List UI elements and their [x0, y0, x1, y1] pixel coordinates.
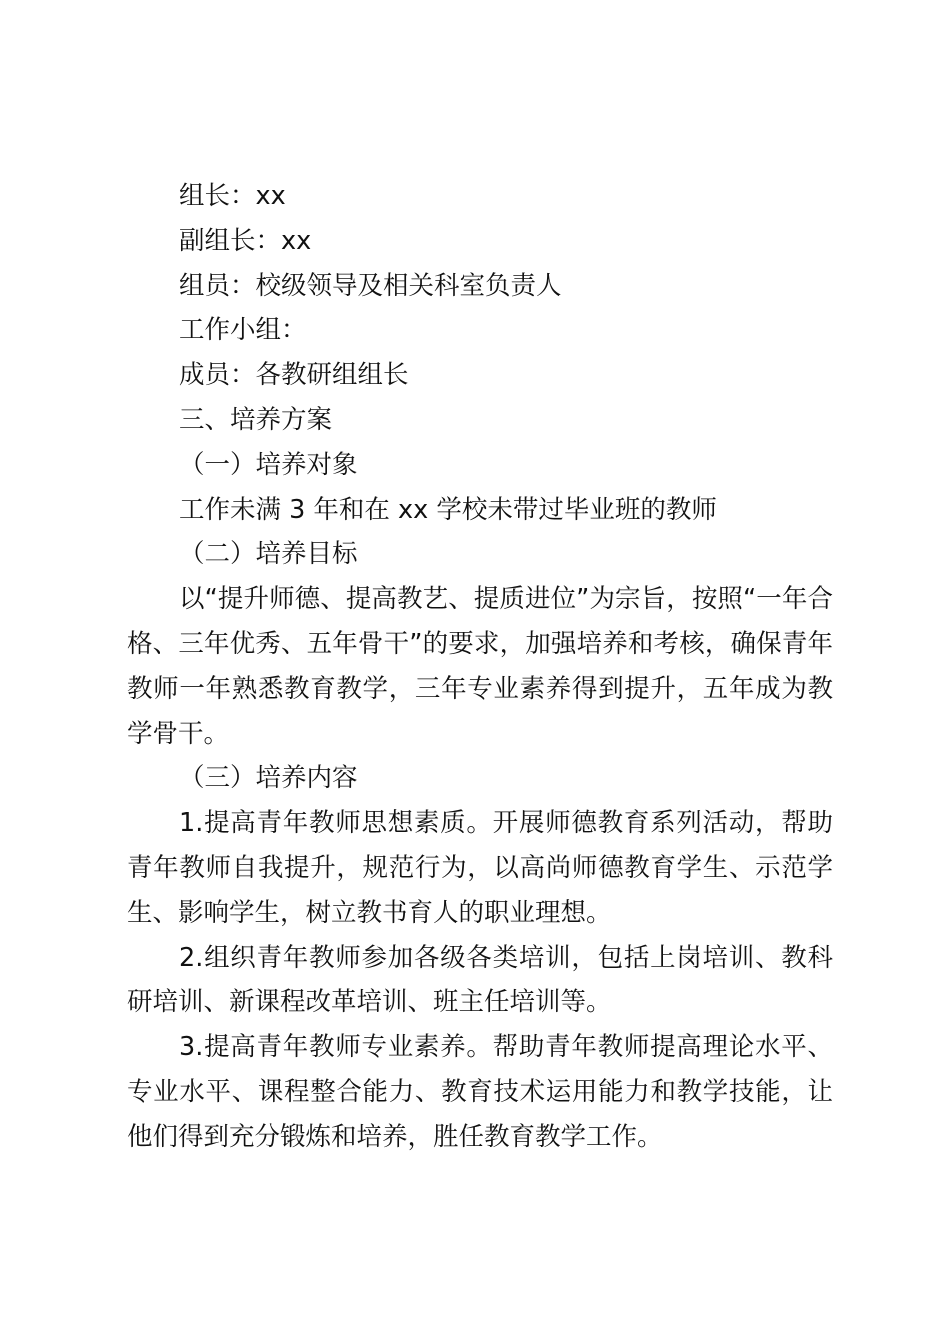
content-item-3: 3.提高青年教师专业素养。帮助青年教师提高理论水平、专业水平、课程整合能力、教育技术运用能力和教学技能，让他们得到充分锻炼和培养，胜任教育教学工作。 [127, 1032, 833, 1152]
content-item-2: 2.组织青年教师参加各级各类培训，包括上岗培训、教科研培训、新课程改革培训、班主任培训等。 [127, 942, 833, 1018]
subheading-training-target: （一）培养对象 [179, 449, 358, 480]
subheading-training-goal: （二）培养目标 [179, 539, 358, 570]
document-page [127, 174, 833, 1160]
training-goal-paragraph: 以“提升师德、提高教艺、提质进位”为宗旨，按照“一年合格、三年优秀、五年骨干”的要求，加强培养和考核，确保青年教师一年熟悉教育教学，三年专业素养得到提升，五年成为教学骨干。 [127, 584, 833, 749]
members-line: 组员：校级领导及相关科室负责人 [179, 270, 562, 301]
content-item-1: 1.提高青年教师思想素质。开展师德教育系列活动，帮助青年教师自我提升，规范行为，以高尚师德教育学生、示范学生、影响学生，树立教书育人的职业理想。 [127, 808, 833, 928]
subheading-training-content: （三）培养内容 [179, 763, 358, 794]
group-leader-line: 组长：xx [179, 181, 286, 211]
section-heading-training-plan: 三、培养方案 [179, 404, 333, 435]
training-target-text: 工作未满 3 年和在 xx 学校未带过毕业班的教师 [179, 494, 717, 525]
deputy-leader-line: 副组长：xx [179, 225, 312, 256]
working-group-line: 工作小组： [179, 315, 307, 346]
working-group-members-line: 成员：各教研组组长 [179, 360, 409, 391]
